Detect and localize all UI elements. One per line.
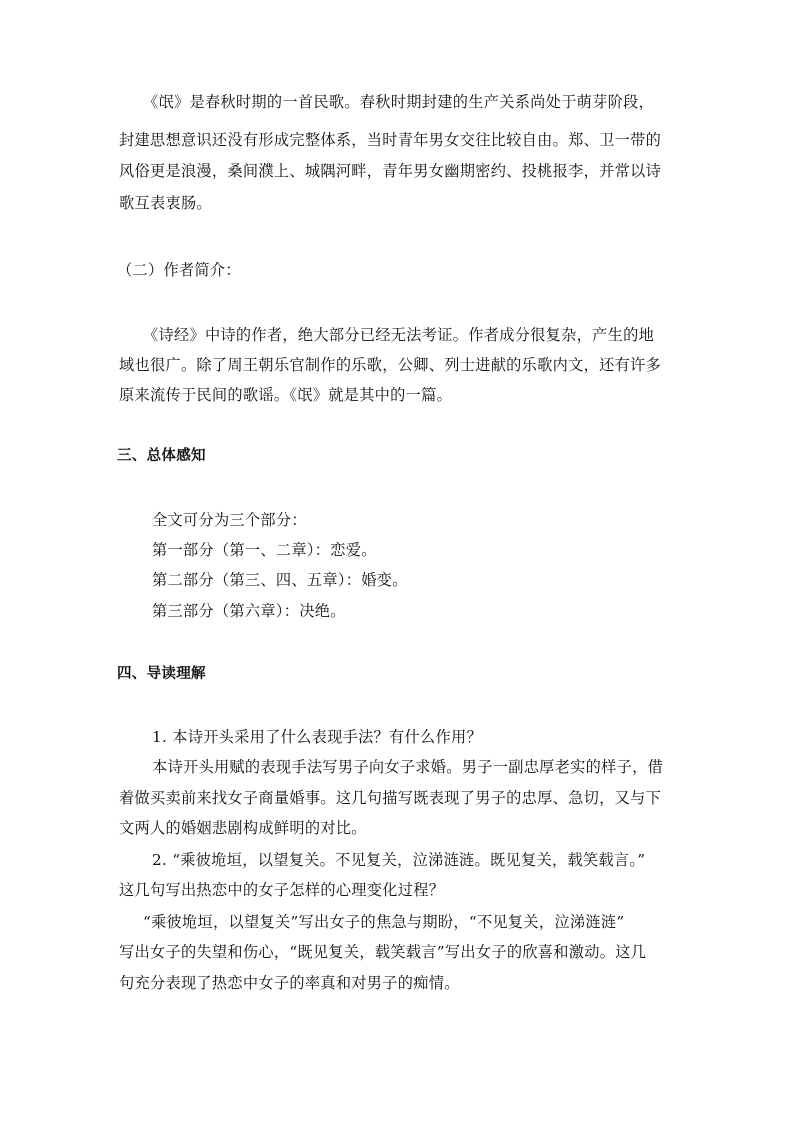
answer-2-line: 句充分表现了热恋中女子的率真和对男子的痴情。 bbox=[119, 974, 460, 992]
overview-line: 全文可分为三个部分： bbox=[152, 511, 307, 529]
question-2: 2. “乘彼垝垣，以望复关。不见复关，泣涕涟涟。既见复关，载笑载言。” bbox=[152, 851, 646, 869]
question-2: 这几句写出热恋中的女子怎样的心理变化过程？ bbox=[119, 881, 445, 899]
intro-line: 封建思想意识还没有形成完整体系，当时青年男女交往比较自由。郑、卫一带的 bbox=[119, 131, 662, 149]
section-heading: 四、导读理解 bbox=[117, 666, 206, 682]
question-1: 1. 本诗开头采用了什么表现手法？有什么作用？ bbox=[152, 728, 482, 746]
overview-line: 第三部分（第六章）：决绝。 bbox=[152, 602, 346, 620]
author-line: 《诗经》中诗的作者，绝大部分已经无法考证。作者成分很复杂，产生的地 bbox=[143, 326, 655, 344]
section-heading: 三、总体感知 bbox=[117, 448, 206, 464]
author-line: 原来流传于民间的歌谣。《氓》就是其中的一篇。 bbox=[119, 386, 453, 404]
intro-line: 风俗更是浪漫，桑间濮上、城隅河畔，青年男女幽期密约、投桃报李，并常以诗 bbox=[119, 162, 662, 180]
intro-line: 《氓》是春秋时期的一首民歌。春秋时期封建的生产关系尚处于萌芽阶段， bbox=[143, 93, 655, 111]
answer-1-line: 文两人的婚姻悲剧构成鲜明的对比。 bbox=[119, 819, 367, 837]
answer-2-line: “乘彼垝垣，以望复关”写出女子的焦急与期盼，“不见复关，泣涕涟涟” bbox=[143, 913, 625, 931]
author-heading: （二）作者简介： bbox=[117, 261, 241, 279]
answer-1-line: 着做买卖前来找女子商量婚事。这几句描写既表现了男子的忠厚、急切，又与下 bbox=[119, 789, 662, 807]
answer-1-line: 本诗开头用赋的表现手法写男子向女子求婚。男子一副忠厚老实的样子，借 bbox=[152, 758, 664, 776]
author-line: 域也很广。除了周王朝乐官制作的乐歌，公卿、列士进献的乐歌内文，还有许多 bbox=[119, 356, 662, 374]
answer-2-line: 写出女子的失望和伤心，“既见复关，载笑载言”写出女子的欣喜和激动。这几 bbox=[119, 943, 647, 961]
overview-line: 第二部分（第三、四、五章）：婚变。 bbox=[152, 571, 408, 589]
overview-line: 第一部分（第一、二章）：恋爱。 bbox=[152, 541, 377, 559]
intro-line: 歌互表衷肠。 bbox=[119, 194, 212, 212]
